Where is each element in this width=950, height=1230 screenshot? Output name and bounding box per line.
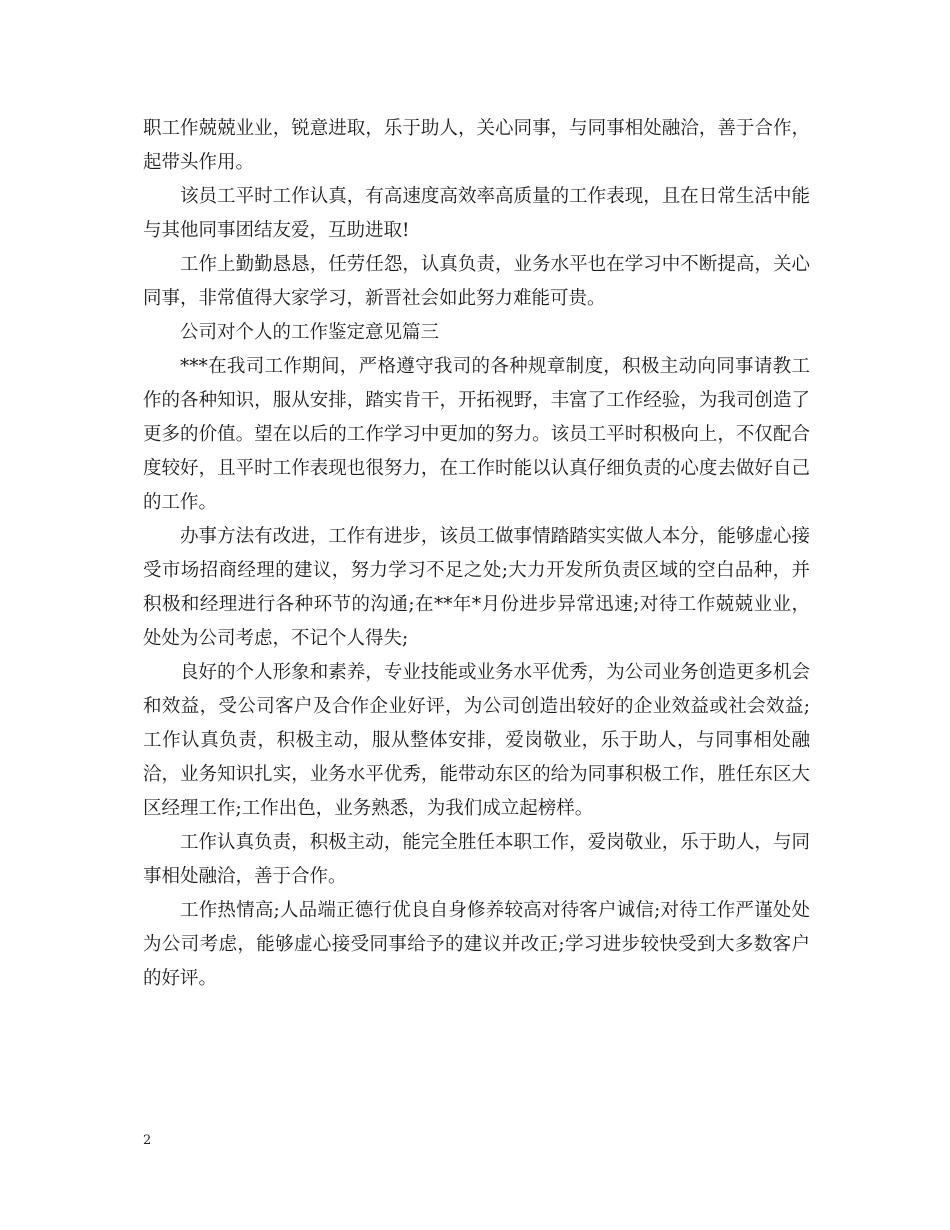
section-heading: 公司对个人的工作鉴定意见篇三 [180,322,440,343]
paragraph-continuation: 职工作兢兢业业，锐意进取，乐于助人，关心同事，与同事相处融洽，善于合作，起带头作用。 [143,118,810,173]
paragraph: 该员工平时工作认真，有高速度高效率高质量的工作表现，且在日常生活中能与其他同事团结友爱，互助进取! [143,186,810,241]
paragraph: ***在我司工作期间，严格遵守我司的各种规章制度，积极主动向同事请教工作的各种知识，服从安排，踏实肯干，开拓视野，丰富了工作经验，为我司创造了更多的价值。望在以后的工作学习中更加的努力。该员工平时积极向上，不仅配合度较好，且平时工作表现也很努力，在工作时能以认真仔细负责的心度去做好自己的工作。 [143,356,810,513]
paragraph: 工作上勤勤恳恳，任劳任怨，认真负责，业务水平也在学习中不断提高，关心同事，非常值得大家学习，新晋社会如此努力难能可贵。 [143,254,810,309]
paragraph: 办事方法有改进，工作有进步，该员工做事情踏踏实实做人本分，能够虚心接受市场招商经理的建议，努力学习不足之处;大力开发所负责区域的空白品种，并积极和经理进行各种环节的沟通;在**年*月份进步异常迅速;对待工作兢兢业业，处处为公司考虑，不记个人得失; [143,526,810,649]
page-number: 2 [143,1133,152,1148]
paragraph: 工作热情高;人品端正德行优良自身修养较高对待客户诚信;对待工作严谨处处为公司考虑，能够虚心接受同事给予的建议并改正;学习进步较快受到大多数客户的好评。 [143,900,810,989]
paragraph: 良好的个人形象和素养，专业技能或业务水平优秀，为公司业务创造更多机会和效益，受公司客户及合作企业好评，为公司创造出较好的企业效益或社会效益;工作认真负责，积极主动，服从整体安排，爱岗敬业，乐于助人，与同事相处融洽，业务知识扎实，业务水平优秀，能带动东区的给为同事积极工作，胜任东区大区经理工作;工作出色，业务熟悉，为我们成立起榜样。 [143,662,810,819]
document-body [143,112,810,996]
paragraph: 工作认真负责，积极主动，能完全胜任本职工作，爱岗敬业，乐于助人，与同事相处融洽，善于合作。 [143,832,810,887]
